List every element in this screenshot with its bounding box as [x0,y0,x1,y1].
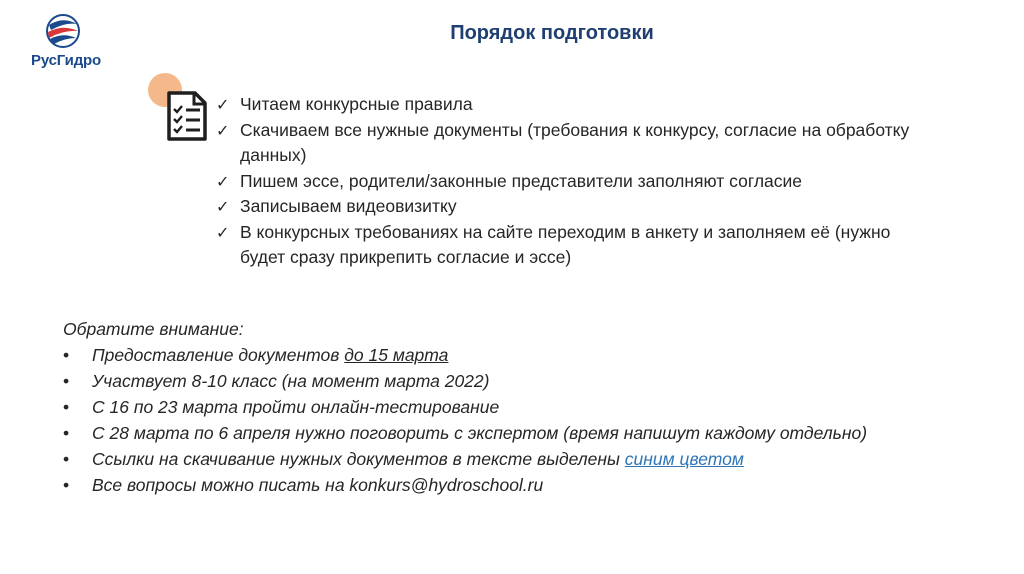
note-item [63,394,1003,420]
check-icon: ✓ [216,120,230,140]
blue-color-link[interactable]: синим цветом [624,449,744,469]
step-text: В конкурсных требованиях на сайте переходим в анкету и заполняем её (нужно будет сразу прикрепить согласие и эссе) [240,221,891,267]
bullet-icon: • [63,371,70,391]
notes-heading: Обратите внимание: [63,319,244,339]
preparation-steps-list [216,92,916,271]
step-item [216,220,916,271]
note-item [63,472,1003,498]
check-icon: ✓ [216,95,230,114]
bullet-icon: • [63,423,70,443]
attention-notes [63,316,1003,498]
note-text: С 16 по 23 марта пройти онлайн-тестирование [92,397,500,417]
bullet-icon: • [63,449,70,469]
step-item [216,92,916,118]
step-text: Пишем эссе, родители/законные представители заполняют согласие [240,170,803,191]
check-icon: ✓ [216,197,230,216]
step-text: Записываем видеовизитку [240,196,457,216]
note-item [63,342,1003,368]
logo-text: РусГидро [31,52,101,69]
document-checklist-icon [165,87,211,143]
note-text: Ссылки на скачивание нужных документов в тексте выделены [92,449,625,469]
step-item [216,118,916,169]
step-item [216,169,916,195]
note-text: С 28 марта по 6 апреля нужно поговорить с экспертом (время напишут каждому отдельно) [92,423,868,443]
note-text: Участвует 8-10 класс (на момент марта 2022) [92,371,490,391]
notes-list [63,342,1003,498]
note-text: Все вопросы можно писать на konkurs@hydroschool.ru [92,475,544,495]
note-item [63,420,1003,446]
step-text: Скачиваем все нужные документы (требования к конкурсу, согласие на обработку данных) [240,119,910,165]
step-text: Читаем конкурсные правила [240,94,473,114]
page-title: Порядок подготовки [450,22,654,44]
check-icon: ✓ [216,171,230,191]
bullet-icon: • [63,345,70,365]
step-item [216,194,916,220]
note-text: Предоставление документов [92,345,345,365]
deadline-underlined: до 15 марта [344,345,449,365]
note-item [63,368,1003,394]
note-item [63,446,1003,472]
bullet-icon: • [63,475,70,495]
bullet-icon: • [63,397,70,417]
check-icon: ✓ [216,222,230,242]
